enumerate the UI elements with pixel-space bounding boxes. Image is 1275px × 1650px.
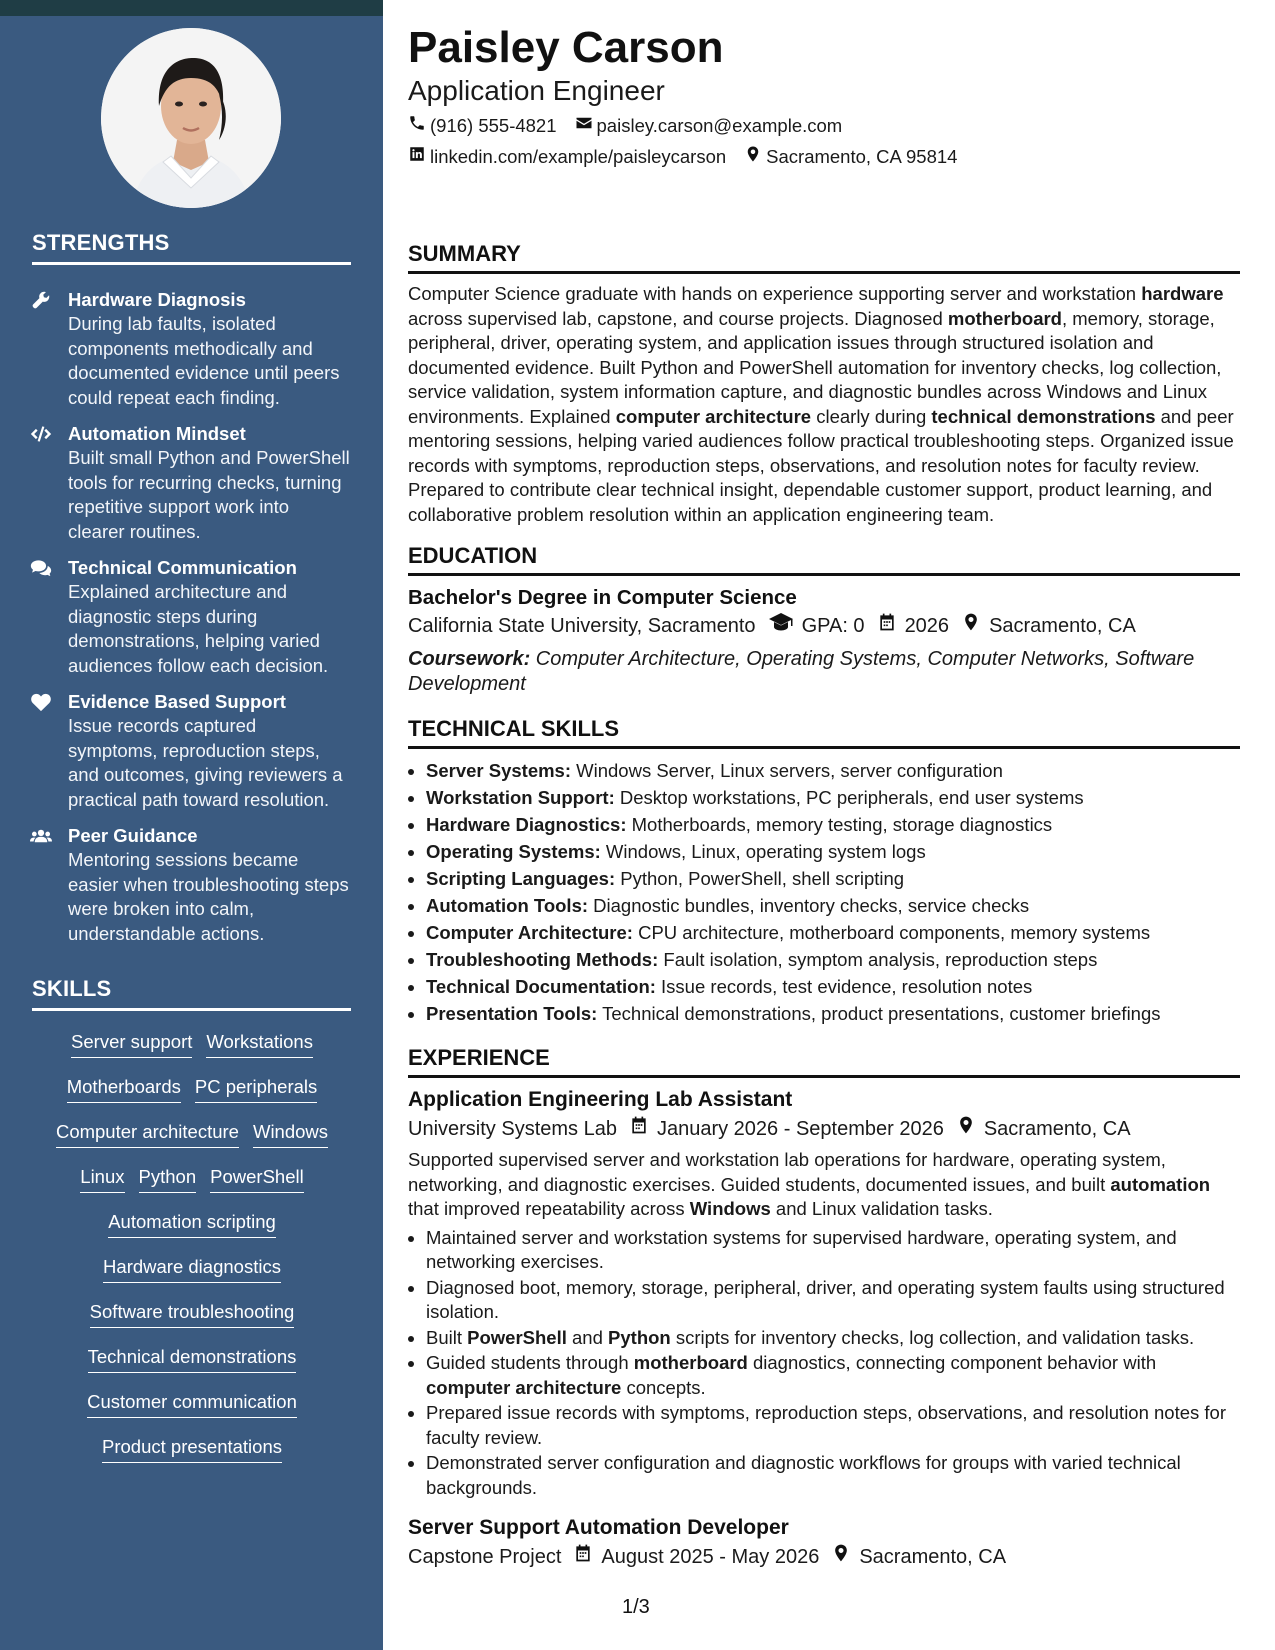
skill-tag: Product presentations — [102, 1435, 282, 1463]
skill-tag: Automation scripting — [108, 1210, 276, 1238]
coursework: Coursework: Computer Architecture, Operating Systems, Computer Networks, Software Development — [408, 648, 1195, 695]
strength-description: Built small Python and PowerShell tools for recurring checks, turning repetitive support work into clearer routines. — [68, 447, 350, 542]
skill-tag: PowerShell — [210, 1165, 304, 1193]
strength-description: Explained architecture and diagnostic steps during demonstrations, helping varied audiences follow each decision. — [68, 581, 329, 676]
skill-tag: PC peripherals — [195, 1075, 317, 1103]
skill-tag: Windows — [253, 1120, 328, 1148]
job-location: Sacramento, CA — [859, 1546, 1007, 1568]
skill-tag: Motherboards — [67, 1075, 181, 1103]
strength-item — [30, 556, 350, 678]
school-location: Sacramento, CA — [989, 615, 1136, 637]
job-title: Server Support Automation Developer — [408, 1516, 789, 1539]
list-item: • Built PowerShell and Python scripts for inventory checks, log collection, and validation tasks. — [426, 1326, 1240, 1351]
job-location: Sacramento, CA — [983, 1118, 1131, 1140]
chat-icon — [30, 556, 68, 678]
education-section — [408, 543, 1240, 696]
skill-tag: Customer communication — [87, 1390, 297, 1418]
job-title: Application Engineering Lab Assistant — [408, 1088, 793, 1111]
strength-title: Hardware Diagnosis — [68, 289, 246, 310]
linkedin-link[interactable]: linkedin.com/example/paisleycarson — [430, 146, 727, 167]
job-organization: University Systems Lab — [408, 1118, 617, 1140]
calendar-icon — [561, 1542, 601, 1572]
strength-description: Mentoring sessions became easier when troubleshooting steps were broken into calm, understandable actions. — [68, 849, 349, 944]
skill-tag: Hardware diagnostics — [103, 1255, 281, 1283]
sidebar — [0, 16, 383, 1650]
heart-icon — [30, 690, 68, 812]
location-pin-icon — [744, 145, 766, 169]
job-organization: Capstone Project — [408, 1546, 562, 1568]
degree-title: Bachelor's Degree in Computer Science — [408, 586, 797, 609]
experience-heading: EXPERIENCE — [408, 1045, 1240, 1078]
job-dates: January 2026 - September 2026 — [656, 1118, 944, 1140]
summary-heading: SUMMARY — [408, 241, 1240, 274]
list-item: • Automation Tools: Diagnostic bundles, inventory checks, service checks — [426, 892, 1240, 919]
strength-title: Automation Mindset — [68, 423, 246, 444]
skill-tag: Software troubleshooting — [90, 1300, 295, 1328]
technical-skills-list — [408, 757, 1240, 1027]
list-item: • Scripting Languages: Python, PowerShell, shell scripting — [426, 865, 1240, 892]
strength-title: Technical Communication — [68, 557, 297, 578]
list-item: • Workstation Support: Desktop workstations, PC peripherals, end user systems — [426, 784, 1240, 811]
list-item: • Operating Systems: Windows, Linux, operating system logs — [426, 838, 1240, 865]
calendar-icon — [617, 1114, 657, 1144]
strengths-list — [30, 288, 350, 958]
list-item: • Presentation Tools: Technical demonstrations, product presentations, customer briefings — [426, 1000, 1240, 1027]
list-item: • Troubleshooting Methods: Fault isolation, symptom analysis, reproduction steps — [426, 946, 1240, 973]
location-pin-icon — [949, 611, 989, 641]
strength-title: Evidence Based Support — [68, 691, 286, 712]
strength-item — [30, 422, 350, 544]
list-item: • Guided students through motherboard diagnostics, connecting component behavior with computer architecture concepts. — [426, 1351, 1240, 1400]
contact-row — [408, 145, 975, 169]
job-description: Supported supervised server and workstation lab operations for hardware, operating system, networking, and diagnostic exercises. Guided students, documented issues, and built automation that improved repeatability across Windows and Linux validation tasks. — [408, 1149, 1211, 1219]
technical-skills-section — [408, 716, 1240, 1027]
phone-icon — [408, 114, 430, 138]
contact-row — [408, 114, 860, 138]
graduation-cap-icon — [756, 611, 802, 641]
skill-tag: Technical demonstrations — [88, 1345, 297, 1373]
sidebar-top-band — [0, 0, 383, 16]
strength-item — [30, 824, 350, 946]
graduation-year: 2026 — [904, 615, 950, 637]
education-meta — [408, 611, 1240, 641]
list-item: • Maintained server and workstation systems for supervised hardware, operating system, and networking exercises. — [426, 1226, 1240, 1275]
location-pin-icon — [944, 1114, 984, 1144]
list-item: • Technical Documentation: Issue records, test evidence, resolution notes — [426, 973, 1240, 1000]
wrench-icon — [30, 288, 68, 410]
summary-section — [408, 241, 1240, 527]
linkedin-icon — [408, 145, 430, 169]
job-bullets — [408, 1226, 1240, 1501]
list-item: • Server Systems: Windows Server, Linux servers, server configuration — [426, 757, 1240, 784]
location-text: Sacramento, CA 95814 — [766, 146, 958, 167]
strength-item — [30, 690, 350, 812]
location-pin-icon — [819, 1542, 859, 1572]
summary-text: Computer Science graduate with hands on experience supporting server and workstation hardware across supervised lab, capstone, and course projects. Diagnosed motherboard, memory, storage, peripheral, driver, operating system, and application issues through structured isolation and documented evidence. Built Python and PowerShell automation for inventory checks, log collection, service validation, system information capture, and diagnostic bundles across Windows and Linux environments. Explained computer architecture clearly during technical demonstrations and peer mentoring sessions, helping varied audiences follow practical troubleshooting steps. Organized issue records with symptoms, reproduction steps, observations, and resolution notes for faculty review. Prepared to contribute clear technical insight, dependable customer support, product learning, and collaborative problem resolution within an application engineering team. — [408, 283, 1234, 525]
strength-title: Peer Guidance — [68, 825, 198, 846]
strength-item — [30, 288, 350, 410]
skill-tag: Workstations — [206, 1030, 313, 1058]
list-item: • Diagnosed boot, memory, storage, peripheral, driver, and operating system faults using structured isolation. — [426, 1276, 1240, 1325]
list-item: • Computer Architecture: CPU architecture, motherboard components, memory systems — [426, 919, 1240, 946]
page-indicator: 1/3 — [622, 1596, 650, 1618]
strength-description: Issue records captured symptoms, reproduction steps, and outcomes, giving reviewers a practical path toward resolution. — [68, 715, 343, 810]
email-link[interactable]: paisley.carson@example.com — [596, 115, 843, 136]
skills-heading: SKILLS — [32, 976, 351, 1011]
skill-tag: Python — [139, 1165, 197, 1193]
school-name: California State University, Sacramento — [408, 615, 756, 637]
code-icon — [30, 422, 68, 544]
skill-tag: Server support — [71, 1030, 192, 1058]
list-item: • Prepared issue records with symptoms, reproduction steps, observations, and resolution notes for faculty review. — [426, 1401, 1240, 1450]
candidate-title: Application Engineer — [408, 75, 665, 106]
experience-section — [408, 1045, 1240, 1572]
skill-tag: Computer architecture — [56, 1120, 239, 1148]
email-icon — [575, 114, 597, 138]
education-heading: EDUCATION — [408, 543, 1240, 576]
calendar-icon — [865, 611, 905, 641]
job-meta — [408, 1542, 1240, 1572]
job-dates: August 2025 - May 2026 — [601, 1546, 820, 1568]
strengths-heading: STRENGTHS — [32, 230, 351, 265]
strength-description: During lab faults, isolated components methodically and documented evidence until peers could repeat each finding. — [68, 313, 340, 408]
phone-number[interactable]: (916) 555-4821 — [430, 115, 557, 136]
users-icon — [30, 824, 68, 946]
gpa-text: GPA: 0 — [801, 615, 865, 637]
technical-skills-heading: TECHNICAL SKILLS — [408, 716, 1240, 749]
skill-tag: Linux — [80, 1165, 124, 1193]
skills-tags — [32, 1030, 352, 1480]
list-item: • Demonstrated server configuration and diagnostic workflows for groups with varied technical backgrounds. — [426, 1451, 1240, 1500]
job-meta — [408, 1114, 1240, 1144]
profile-photo — [101, 28, 281, 208]
candidate-name: Paisley Carson — [408, 23, 724, 72]
list-item: • Hardware Diagnostics: Motherboards, memory testing, storage diagnostics — [426, 811, 1240, 838]
